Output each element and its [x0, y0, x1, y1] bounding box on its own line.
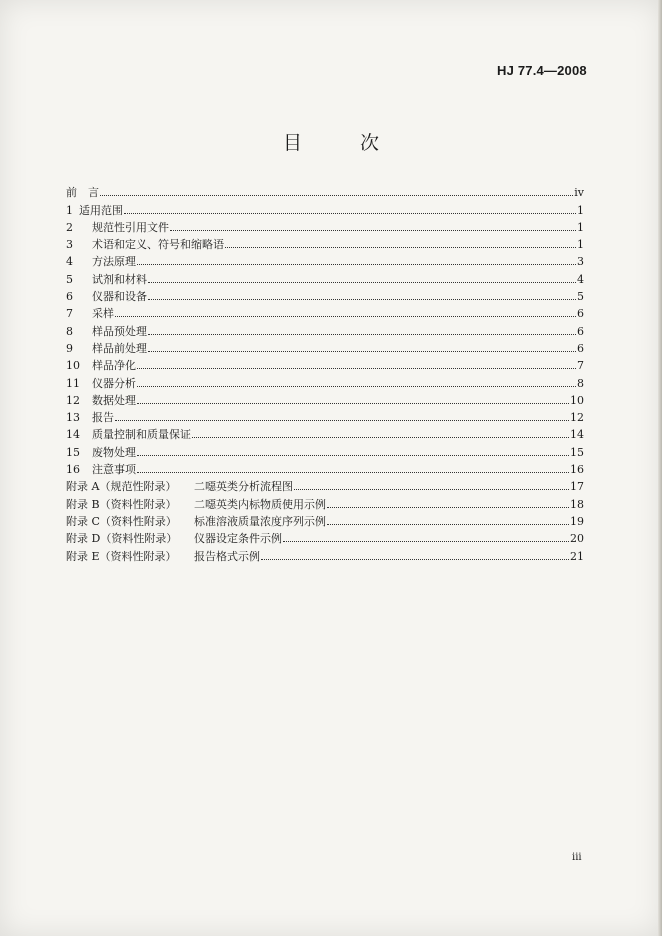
dot-leader: [148, 299, 576, 300]
toc-entry-8[interactable]: [66, 320, 584, 337]
toc-label: 注意事项: [92, 463, 136, 477]
appendix-code: 附录 C（资料性附录）: [66, 514, 177, 528]
toc-page: 21: [570, 549, 584, 563]
toc-entry-9[interactable]: [66, 338, 584, 355]
dot-leader: [148, 351, 576, 352]
dot-leader: [170, 230, 576, 231]
toc-label: 报告格式示例: [194, 549, 260, 563]
toc-label: 报告: [92, 411, 114, 425]
dot-leader: [115, 420, 569, 421]
toc-label: 标准溶液质量浓度序列示例: [194, 514, 326, 528]
toc-page: 15: [570, 445, 584, 459]
toc-label: 废物处理: [92, 445, 136, 459]
dot-leader: [137, 403, 569, 404]
toc-entry-1[interactable]: [66, 199, 584, 216]
toc-page: 1: [577, 203, 584, 217]
toc-entry-16[interactable]: [66, 459, 584, 476]
toc-page: 6: [577, 341, 584, 355]
toc-label: 试剂和材料: [92, 272, 147, 286]
dot-leader: [283, 541, 569, 542]
toc-label: 仪器和设备: [92, 290, 147, 304]
toc-num: 5: [66, 272, 73, 286]
dot-leader: [261, 559, 569, 560]
toc-num: 6: [66, 290, 73, 304]
toc-num: 2: [66, 220, 73, 234]
toc-num: 1: [66, 203, 73, 217]
toc-entry-6[interactable]: [66, 286, 584, 303]
toc-page: 6: [577, 307, 584, 321]
toc-num: 12: [66, 393, 80, 407]
dot-leader: [148, 282, 576, 283]
toc-label: 前 言: [66, 186, 99, 200]
toc-page: 3: [577, 255, 584, 269]
toc-entry-foreword[interactable]: [66, 182, 584, 199]
toc-num: 4: [66, 255, 73, 269]
dot-leader: [137, 368, 576, 369]
toc-entry-4[interactable]: [66, 251, 584, 268]
dot-leader: [148, 334, 576, 335]
toc-page: 12: [570, 411, 584, 425]
dot-leader: [137, 386, 576, 387]
toc-entry-appendix-e[interactable]: [66, 545, 584, 562]
appendix-code: 附录 B（资料性附录）: [66, 497, 177, 511]
toc-num: 11: [66, 376, 80, 390]
toc-num: 16: [66, 463, 80, 477]
toc-label: 仪器设定条件示例: [194, 532, 282, 546]
toc-page: 17: [570, 480, 584, 494]
toc-page: 5: [577, 290, 584, 304]
toc-entry-5[interactable]: [66, 268, 584, 285]
toc-entry-3[interactable]: [66, 234, 584, 251]
toc-num: 10: [66, 359, 80, 373]
toc-label: 方法原理: [92, 255, 136, 269]
toc-num: 15: [66, 445, 80, 459]
toc-label: 样品前处理: [92, 341, 147, 355]
toc-page: 7: [577, 359, 584, 373]
toc-page: 4: [577, 272, 584, 286]
toc-page: 8: [577, 376, 584, 390]
toc-page: 19: [570, 514, 584, 528]
toc-num: 9: [66, 341, 73, 355]
toc-entry-appendix-c[interactable]: [66, 511, 584, 528]
toc-page: 6: [577, 324, 584, 338]
toc-page: 1: [577, 220, 584, 234]
toc-page: 1: [577, 238, 584, 252]
appendix-code: 附录 A（规范性附录）: [66, 480, 177, 494]
toc-page: 16: [570, 463, 584, 477]
dot-leader: [294, 489, 569, 490]
toc-entry-11[interactable]: [66, 372, 584, 389]
dot-leader: [137, 472, 569, 473]
toc-label: 二噁英类分析流程图: [194, 480, 293, 494]
toc-title: 目 次: [282, 132, 406, 154]
dot-leader: [327, 507, 569, 508]
toc-entry-2[interactable]: [66, 217, 584, 234]
dot-leader: [137, 264, 576, 265]
dot-leader: [192, 437, 569, 438]
toc-label: 样品净化: [92, 359, 136, 373]
toc-page: 18: [570, 497, 584, 511]
toc-num: 3: [66, 238, 73, 252]
appendix-code: 附录 D（资料性附录）: [66, 532, 178, 546]
toc-entry-14[interactable]: [66, 424, 584, 441]
toc-label: 仪器分析: [92, 376, 136, 390]
toc-label: 术语和定义、符号和缩略语: [92, 238, 224, 252]
toc-page: 20: [570, 532, 584, 546]
toc-entry-appendix-b[interactable]: [66, 493, 584, 510]
toc-label: 样品预处理: [92, 324, 147, 338]
dot-leader: [100, 195, 573, 196]
toc-label: 二噁英类内标物质使用示例: [194, 497, 326, 511]
toc-entry-appendix-d[interactable]: [66, 528, 584, 545]
standard-code: HJ 77.4—2008: [497, 63, 587, 78]
appendix-code: 附录 E（资料性附录）: [66, 549, 177, 563]
dot-leader: [225, 247, 576, 248]
toc-label: 规范性引用文件: [92, 220, 169, 234]
toc-entry-10[interactable]: [66, 355, 584, 372]
toc-page: 10: [570, 393, 584, 407]
toc-label: 采样: [92, 307, 114, 321]
toc-num: 14: [66, 428, 80, 442]
page-number: iii: [572, 852, 582, 863]
table-of-contents: [66, 182, 584, 563]
toc-page: 14: [570, 428, 584, 442]
toc-entry-13[interactable]: [66, 407, 584, 424]
toc-page: iv: [574, 186, 584, 200]
toc-label: 质量控制和质量保证: [92, 428, 191, 442]
dot-leader: [115, 316, 576, 317]
toc-num: 7: [66, 307, 73, 321]
toc-label: 适用范围: [79, 203, 123, 217]
toc-label: 数据处理: [92, 393, 136, 407]
dot-leader: [124, 213, 576, 214]
toc-entry-15[interactable]: [66, 441, 584, 458]
toc-entry-7[interactable]: [66, 303, 584, 320]
toc-num: 8: [66, 324, 73, 338]
toc-entry-appendix-a[interactable]: [66, 476, 584, 493]
dot-leader: [137, 455, 569, 456]
toc-num: 13: [66, 411, 80, 425]
dot-leader: [327, 524, 569, 525]
toc-entry-12[interactable]: [66, 390, 584, 407]
